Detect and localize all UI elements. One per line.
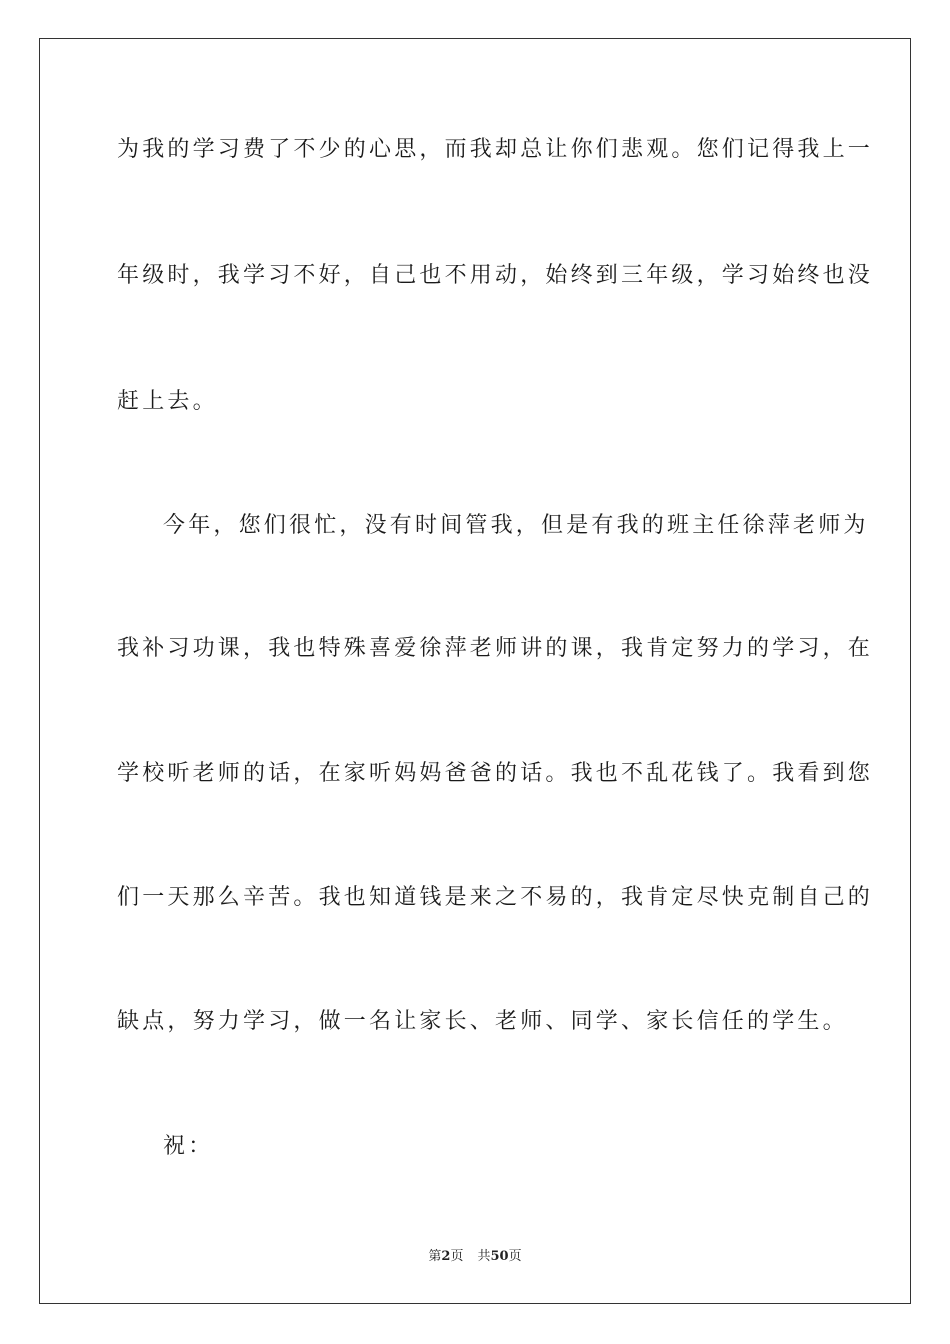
page-prefix: 第 [428, 1249, 442, 1264]
total-pages: 50 [490, 1249, 509, 1264]
total-suffix: 页 [508, 1249, 522, 1264]
body-line-6: 学校听老师的话，在家听妈妈爸爸的话。我也不乱花钱了。我看到您 [117, 761, 874, 786]
body-line-3: 赶上去。 [117, 389, 218, 414]
closing-greeting: 祝： [163, 1134, 214, 1159]
body-line-2: 年级时，我学习不好，自己也不用动，始终到三年级，学习始终也没 [117, 263, 874, 288]
body-line-8: 缺点，努力学习，做一名让家长、老师、同学、家长信任的学生。 [117, 1009, 848, 1034]
body-line-5: 我补习功课，我也特殊喜爱徐萍老师讲的课，我肯定努力的学习，在 [117, 636, 874, 661]
page-suffix: 页 [450, 1249, 464, 1264]
total-prefix: 共 [477, 1249, 491, 1264]
page-border [39, 38, 911, 1304]
body-line-7: 们一天那么辛苦。我也知道钱是来之不易的，我肯定尽快克制自己的 [117, 885, 874, 910]
body-line-1: 为我的学习费了不少的心思，而我却总让你们悲观。您们记得我上一 [117, 137, 874, 162]
page-number: 2 [441, 1249, 451, 1264]
page-footer [0, 1248, 950, 1266]
body-line-4: 今年，您们很忙，没有时间管我，但是有我的班主任徐萍老师为 [163, 513, 869, 538]
